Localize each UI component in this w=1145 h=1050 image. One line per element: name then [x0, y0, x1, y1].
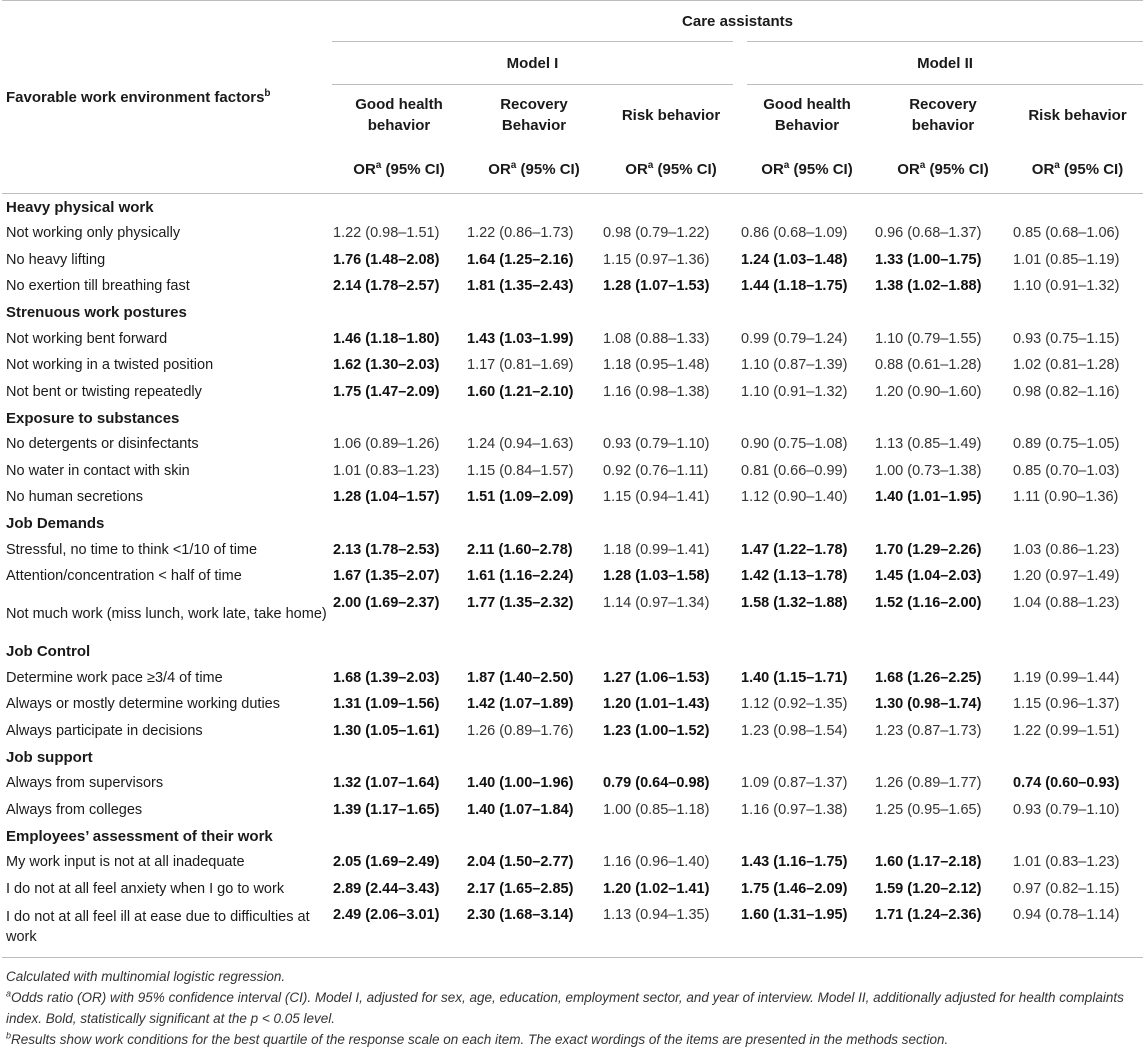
or-value-cell: 1.10 (0.91–1.32) — [741, 383, 848, 400]
or-value-cell: 1.47 (1.22–1.78) — [741, 541, 848, 558]
or-value-cell: 1.42 (1.13–1.78) — [741, 568, 848, 585]
or-value-cell: 1.01 (0.83–1.23) — [333, 462, 440, 479]
or-value-cell: 0.93 (0.79–1.10) — [603, 436, 710, 453]
or-value-cell: 1.46 (1.18–1.80) — [333, 330, 440, 347]
or-value-cell: 1.87 (1.40–2.50) — [467, 669, 574, 686]
or-value-cell: 1.22 (0.98–1.51) — [333, 225, 440, 242]
row-label: I do not at all feel ill at ease due to difficulties at work — [6, 908, 310, 945]
or-value-cell: 1.10 (0.79–1.55) — [875, 330, 982, 347]
or-value-cell: 1.61 (1.16–2.24) — [467, 568, 574, 585]
row-label: Always or mostly determine working duties — [6, 696, 280, 713]
row-label: No human secretions — [6, 489, 144, 506]
or-value-cell: 0.88 (0.61–1.28) — [875, 357, 982, 374]
table-row — [2, 691, 1143, 718]
or-value-cell: 1.32 (1.07–1.64) — [333, 775, 440, 792]
or-value-cell: 1.24 (1.03–1.48) — [741, 251, 848, 268]
or-value-cell: 0.86 (0.68–1.09) — [741, 225, 848, 242]
column-header: Recovery Behavior — [500, 96, 568, 134]
or-value-cell: 0.98 (0.79–1.22) — [603, 225, 710, 242]
table-row — [2, 220, 1143, 247]
or-value-cell: 0.85 (0.68–1.06) — [1013, 225, 1120, 242]
note-a: $^a$Odds ratio (OR) with 95% confidence interval (CI). Model I, adjusted for sex, age, education, employment sector, and year of interview. Model II, additionally adjusted for health complaints index. Bold, statistically significant at the p < 0.05 level. — [6, 988, 1124, 1026]
or-ci-header: $OR^a$ (95% CI) — [332, 145, 466, 194]
section-title: Job Control — [6, 643, 91, 660]
model-i-header: Model I — [332, 42, 740, 85]
or-value-cell: 1.40 (1.01–1.95) — [875, 489, 982, 506]
or-value-cell: 1.59 (1.20–2.12) — [875, 880, 982, 897]
section-row — [2, 194, 1143, 221]
table-row — [2, 665, 1143, 692]
or-value-cell: 2.04 (1.50–2.77) — [467, 854, 574, 871]
or-value-cell: 1.28 (1.03–1.58) — [603, 568, 710, 585]
or-value-cell: 2.13 (1.78–2.53) — [333, 541, 440, 558]
or-value-cell: 1.25 (0.95–1.65) — [875, 801, 982, 818]
row-label: Always from supervisors — [6, 775, 164, 792]
or-value-cell: 1.12 (0.92–1.35) — [741, 696, 848, 713]
or-value-cell: 0.94 (0.78–1.14) — [1013, 907, 1120, 923]
row-label: Attention/concentration < half of time — [6, 568, 242, 585]
or-value-cell: 1.44 (1.18–1.75) — [741, 278, 848, 295]
or-value-cell: 2.14 (1.78–2.57) — [333, 278, 440, 295]
or-value-cell: 1.18 (0.99–1.41) — [603, 541, 710, 558]
or-value-cell: 1.58 (1.32–1.88) — [741, 594, 848, 611]
or-value-cell: 1.20 (1.01–1.43) — [603, 696, 710, 713]
table-row — [2, 876, 1143, 903]
or-value-cell: 1.68 (1.26–2.25) — [875, 669, 982, 686]
section-title: Heavy physical work — [6, 198, 154, 216]
row-label: Not bent or twisting repeatedly — [6, 383, 202, 400]
section-title: Strenuous work postures — [6, 304, 187, 321]
or-value-cell: 1.28 (1.07–1.53) — [603, 278, 710, 295]
table-row — [2, 352, 1143, 379]
or-value-cell: 1.75 (1.47–2.09) — [333, 383, 440, 400]
or-value-cell: 1.06 (0.89–1.26) — [333, 436, 440, 453]
or-value-cell: 1.03 (0.86–1.23) — [1013, 541, 1120, 558]
or-value-cell: 1.10 (0.87–1.39) — [741, 357, 848, 374]
or-value-cell: 1.40 (1.07–1.84) — [467, 801, 574, 818]
table-row — [2, 797, 1143, 824]
column-header: Good health Behavior — [763, 96, 851, 134]
table-row — [2, 537, 1143, 564]
or-value-cell: 1.13 (0.85–1.49) — [875, 436, 982, 453]
model-ii-header: Model II — [740, 42, 1143, 85]
or-value-cell: 1.01 (0.83–1.23) — [1013, 854, 1120, 871]
or-value-cell: 1.77 (1.35–2.32) — [467, 594, 574, 611]
row-label: No heavy lifting — [6, 251, 106, 268]
or-value-cell: 1.15 (0.94–1.41) — [603, 489, 710, 506]
section-row — [2, 744, 1143, 770]
or-value-cell: 1.33 (1.00–1.75) — [875, 251, 982, 268]
or-ci-header: $OR^a$ (95% CI) — [874, 145, 1012, 194]
table-row — [2, 484, 1143, 511]
results-table — [2, 0, 1143, 958]
or-value-cell: 1.19 (0.99–1.44) — [1013, 669, 1120, 686]
or-value-cell: 2.17 (1.65–2.85) — [467, 880, 574, 897]
or-value-cell: 0.98 (0.82–1.16) — [1013, 383, 1120, 400]
or-value-cell: 2.89 (2.44–3.43) — [333, 880, 440, 897]
or-value-cell: 1.17 (0.81–1.69) — [467, 357, 574, 374]
row-label: I do not at all feel anxiety when I go to work — [6, 880, 285, 897]
or-value-cell: 1.52 (1.16–2.00) — [875, 594, 982, 611]
or-value-cell: 1.39 (1.17–1.65) — [333, 801, 440, 818]
table-row — [2, 770, 1143, 797]
or-value-cell: 1.40 (1.00–1.96) — [467, 775, 574, 792]
note-b: $^b$Results show work conditions for the best quartile of the response scale on each item. The exact wordings of the items are presented in the methods section. — [6, 1030, 949, 1047]
note-method: Calculated with multinomial logistic regression. — [6, 969, 286, 984]
or-value-cell: 1.24 (0.94–1.63) — [467, 436, 574, 453]
or-value-cell: 1.26 (0.89–1.76) — [467, 722, 574, 739]
or-value-cell: 0.97 (0.82–1.15) — [1013, 880, 1120, 897]
or-value-cell: 1.18 (0.95–1.48) — [603, 357, 710, 374]
or-value-cell: 0.85 (0.70–1.03) — [1013, 462, 1120, 479]
section-row — [2, 639, 1143, 665]
or-value-cell: 0.74 (0.60–0.93) — [1013, 775, 1120, 792]
row-label: No water in contact with skin — [6, 462, 190, 479]
or-value-cell: 1.70 (1.29–2.26) — [875, 541, 982, 558]
section-row — [2, 823, 1143, 849]
or-value-cell: 1.09 (0.87–1.37) — [741, 775, 848, 792]
or-value-cell: 2.11 (1.60–2.78) — [467, 541, 573, 558]
or-value-cell: 1.22 (0.86–1.73) — [467, 225, 574, 242]
or-value-cell: 1.12 (0.90–1.40) — [741, 489, 848, 506]
or-value-cell: 1.42 (1.07–1.89) — [467, 696, 574, 713]
table-row — [2, 563, 1143, 590]
or-value-cell: 1.23 (0.98–1.54) — [741, 722, 848, 739]
or-value-cell: 1.00 (0.73–1.38) — [875, 462, 982, 479]
or-value-cell: 0.81 (0.66–0.99) — [741, 462, 848, 479]
column-header: Good health behavior — [355, 96, 443, 134]
or-value-cell: 1.60 (1.21–2.10) — [467, 383, 574, 400]
or-value-cell: 1.76 (1.48–2.08) — [333, 251, 440, 268]
or-value-cell: 0.93 (0.79–1.10) — [1013, 801, 1120, 818]
or-value-cell: 1.16 (0.96–1.40) — [603, 854, 710, 871]
or-value-cell: 1.75 (1.46–2.09) — [741, 880, 848, 897]
or-value-cell: 1.23 (0.87–1.73) — [875, 722, 982, 739]
row-label: Not working in a twisted position — [6, 357, 214, 374]
or-value-cell: 1.68 (1.39–2.03) — [333, 669, 440, 686]
or-value-cell: 1.01 (0.85–1.19) — [1013, 251, 1120, 268]
or-value-cell: 2.00 (1.69–2.37) — [333, 594, 440, 611]
section-title: Employees’ assessment of their work — [6, 827, 273, 845]
or-value-cell: 1.16 (0.97–1.38) — [741, 801, 848, 818]
or-value-cell: 2.05 (1.69–2.49) — [333, 854, 440, 871]
column-header: Recovery behavior — [909, 96, 977, 134]
or-value-cell: 1.02 (0.81–1.28) — [1013, 357, 1120, 374]
or-value-cell: 1.20 (0.97–1.49) — [1013, 568, 1120, 585]
or-value-cell: 1.26 (0.89–1.77) — [875, 775, 982, 792]
or-value-cell: 1.08 (0.88–1.33) — [603, 330, 710, 347]
or-value-cell: 1.30 (0.98–1.74) — [875, 696, 982, 713]
or-value-cell: 1.45 (1.04–2.03) — [875, 568, 982, 585]
or-value-cell: 1.15 (0.97–1.36) — [603, 251, 710, 268]
or-value-cell: 1.60 (1.17–2.18) — [875, 854, 982, 871]
section-title: Job Demands — [6, 515, 105, 532]
row-label: My work input is not at all inadequate — [6, 854, 245, 871]
or-value-cell: 1.43 (1.16–1.75) — [741, 854, 848, 871]
table-row — [2, 273, 1143, 300]
or-value-cell: 1.38 (1.02–1.88) — [875, 278, 982, 295]
or-ci-header: $OR^a$ (95% CI) — [1012, 145, 1143, 194]
table-row — [2, 247, 1143, 274]
row-header-label: Favorable work environment factors$^b$ — [2, 1, 332, 194]
or-value-cell: 1.28 (1.04–1.57) — [333, 489, 440, 506]
or-value-cell: 1.81 (1.35–2.43) — [467, 278, 574, 295]
or-value-cell: 0.92 (0.76–1.11) — [603, 462, 709, 479]
or-value-cell: 1.40 (1.15–1.71) — [741, 669, 848, 686]
or-value-cell: 0.93 (0.75–1.15) — [1013, 330, 1120, 347]
section-row — [2, 405, 1143, 431]
or-value-cell: 1.16 (0.98–1.38) — [603, 383, 710, 400]
table-row — [2, 718, 1143, 745]
or-value-cell: 1.11 (0.90–1.36) — [1013, 489, 1119, 506]
table-row — [2, 326, 1143, 353]
or-value-cell: 2.30 (1.68–3.14) — [467, 907, 574, 923]
row-label: Not working only physically — [6, 225, 181, 242]
or-value-cell: 2.49 (2.06–3.01) — [333, 907, 440, 923]
or-ci-header: $OR^a$ (95% CI) — [740, 145, 874, 194]
section-row — [2, 511, 1143, 537]
or-value-cell: 1.00 (0.85–1.18) — [603, 801, 710, 818]
or-ci-header: $OR^a$ (95% CI) — [602, 145, 740, 194]
table-notes — [6, 966, 1126, 1050]
section-title: Exposure to substances — [6, 409, 180, 427]
section-row — [2, 300, 1143, 326]
or-value-cell: 0.90 (0.75–1.08) — [741, 436, 848, 453]
or-value-cell: 1.13 (0.94–1.35) — [603, 907, 710, 923]
or-value-cell: 1.23 (1.00–1.52) — [603, 722, 710, 739]
or-ci-header: $OR^a$ (95% CI) — [466, 145, 602, 194]
row-label: Always from colleges — [6, 801, 143, 818]
or-value-cell: 1.64 (1.25–2.16) — [467, 251, 574, 268]
or-value-cell: 1.20 (1.02–1.41) — [603, 880, 710, 897]
row-label: No detergents or disinfectants — [6, 436, 199, 453]
table-body — [2, 194, 1143, 958]
or-value-cell: 0.96 (0.68–1.37) — [875, 225, 982, 242]
or-value-cell: 0.99 (0.79–1.24) — [741, 330, 848, 347]
table-row — [2, 849, 1143, 876]
or-value-cell: 1.71 (1.24–2.36) — [875, 907, 982, 923]
or-value-cell: 1.30 (1.05–1.61) — [333, 722, 440, 739]
or-value-cell: 1.27 (1.06–1.53) — [603, 669, 710, 686]
row-label: Not working bent forward — [6, 330, 168, 347]
or-value-cell: 1.14 (0.97–1.34) — [603, 594, 710, 611]
row-label: No exertion till breathing fast — [6, 278, 190, 295]
group-header: Care assistants — [332, 1, 1143, 42]
column-header: Risk behavior — [1028, 106, 1127, 124]
or-value-cell: 1.51 (1.09–2.09) — [467, 489, 574, 506]
or-value-cell: 1.15 (0.96–1.37) — [1013, 696, 1120, 713]
row-label: Always participate in decisions — [6, 722, 203, 739]
table-header — [2, 1, 1143, 194]
or-value-cell: 0.79 (0.64–0.98) — [603, 775, 710, 792]
column-header: Risk behavior — [621, 106, 721, 124]
row-label: Determine work pace ≥3/4 of time — [6, 669, 223, 686]
section-title: Job support — [6, 748, 93, 766]
table-row — [2, 590, 1143, 639]
row-label: Stressful, no time to think <1/10 of time — [6, 541, 258, 558]
table-row — [2, 902, 1143, 958]
table-row — [2, 379, 1143, 406]
or-value-cell: 1.31 (1.09–1.56) — [333, 696, 440, 713]
or-value-cell: 0.89 (0.75–1.05) — [1013, 436, 1120, 453]
or-value-cell: 1.67 (1.35–2.07) — [333, 568, 440, 585]
row-label: Not much work (miss lunch, work late, take home) — [6, 606, 327, 622]
or-value-cell: 1.62 (1.30–2.03) — [333, 357, 440, 374]
table-row — [2, 431, 1143, 458]
or-value-cell: 1.20 (0.90–1.60) — [875, 383, 982, 400]
or-value-cell: 1.22 (0.99–1.51) — [1013, 722, 1120, 739]
table-row — [2, 458, 1143, 485]
or-value-cell: 1.04 (0.88–1.23) — [1013, 594, 1120, 611]
or-value-cell: 1.10 (0.91–1.32) — [1013, 278, 1120, 295]
or-value-cell: 1.60 (1.31–1.95) — [741, 907, 848, 923]
or-value-cell: 1.15 (0.84–1.57) — [467, 462, 574, 479]
or-value-cell: 1.43 (1.03–1.99) — [467, 330, 574, 347]
